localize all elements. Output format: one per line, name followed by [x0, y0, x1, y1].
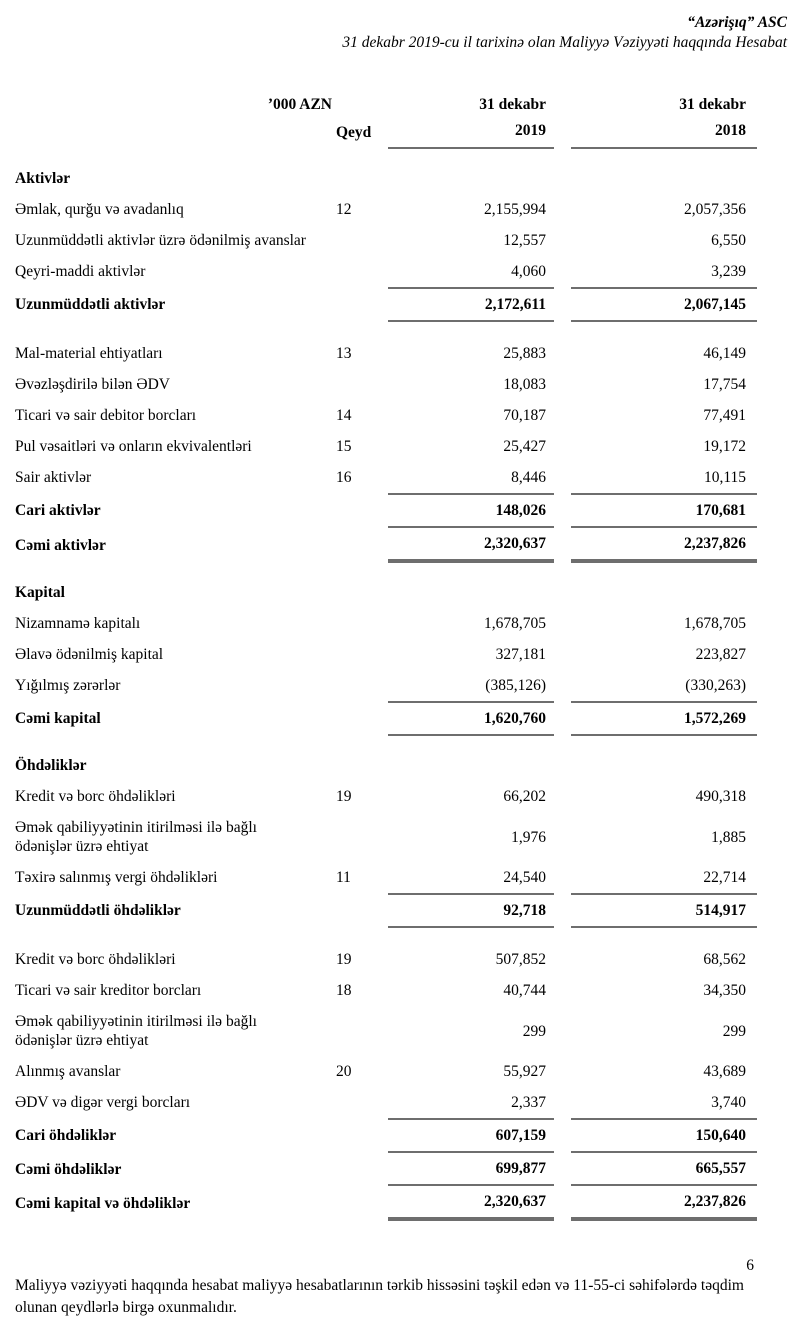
row-value-2018: 68,562 — [703, 951, 746, 968]
column-gap — [554, 225, 571, 256]
row-label-text: Əmək qabiliyyətinin itirilməsi ilə bağlı — [15, 819, 257, 836]
table-row — [15, 194, 757, 225]
table-row — [15, 1186, 757, 1221]
column-gap — [554, 163, 571, 194]
row-note-ref — [332, 1006, 388, 1056]
row-value-2019: 1,620,760 — [388, 701, 554, 736]
column-gap — [554, 670, 571, 701]
row-note-ref — [332, 1087, 388, 1118]
row-note-ref: 12 — [336, 201, 352, 218]
row-value-2019: 70,187 — [503, 407, 546, 424]
row-label — [15, 287, 332, 322]
row-label-text: Cari aktivlər — [15, 502, 101, 519]
column-gap — [554, 781, 571, 812]
column-gap — [554, 1153, 571, 1186]
row-label — [15, 256, 332, 287]
row-value-2018: 2,237,826 — [571, 1186, 757, 1221]
table-row — [15, 338, 757, 369]
row-label — [15, 975, 332, 1006]
column-gap — [554, 893, 571, 928]
row-label — [15, 163, 332, 194]
row-value-2018: 43,689 — [703, 1063, 746, 1080]
row-value-2019: 607,159 — [388, 1118, 554, 1153]
row-note-ref — [332, 577, 388, 608]
row-label-text: ödənişlər üzrə ehtiyat — [15, 838, 149, 855]
column-gap — [554, 431, 571, 462]
row-note-ref — [332, 1118, 388, 1153]
row-label — [15, 528, 332, 563]
row-label-text: Uzunmüddətli öhdəliklər — [15, 902, 181, 919]
row-value-2018: 665,557 — [571, 1153, 757, 1186]
table-row — [15, 862, 757, 893]
table-row — [15, 287, 757, 322]
document-header — [0, 0, 800, 53]
unit-label: ’000 AZN — [267, 96, 332, 113]
table-row — [15, 369, 757, 400]
row-value-2019: 2,320,637 — [388, 528, 554, 563]
row-value-2018 — [571, 750, 757, 781]
row-value-2019: 55,927 — [503, 1063, 546, 1080]
column-gap — [554, 338, 571, 369]
row-label — [15, 1006, 332, 1056]
column-header-2018-date: 31 dekabr — [679, 96, 746, 113]
row-value-2019: 148,026 — [388, 493, 554, 528]
row-label-text: Cəmi kapital və öhdəliklər — [15, 1195, 191, 1212]
row-value-2019: 18,083 — [503, 376, 546, 393]
row-value-2018: 2,057,356 — [684, 201, 746, 218]
row-value-2018 — [571, 163, 757, 194]
column-gap — [554, 369, 571, 400]
row-label — [15, 225, 332, 256]
table-row — [15, 1153, 757, 1186]
row-label-text: Mal-material ehtiyatları — [15, 345, 163, 362]
row-value-2019: 2,337 — [511, 1094, 546, 1111]
row-value-2018: 19,172 — [703, 438, 746, 455]
row-value-2018: 1,885 — [711, 828, 746, 846]
row-note-ref — [332, 670, 388, 701]
table-row — [15, 462, 757, 493]
column-gap — [554, 862, 571, 893]
row-value-2019 — [388, 750, 554, 781]
row-label — [15, 862, 332, 893]
footer-note: Maliyyə vəziyyəti haqqında hesabat maliyyə hesabatlarının tərkib hissəsini təşkil edən və 11-55-ci səhifələrdə təqdim olunan qeydlərlə birgə oxunmalıdır. — [15, 1277, 744, 1316]
row-note-ref — [332, 701, 388, 736]
table-row — [15, 1087, 757, 1118]
row-note-ref: 14 — [336, 407, 352, 424]
row-label-text: ödənişlər üzrə ehtiyat — [15, 1032, 149, 1049]
row-value-2018: 223,827 — [695, 646, 746, 663]
row-label-text: Cəmi aktivlər — [15, 537, 106, 554]
row-value-2018: 17,754 — [703, 376, 746, 393]
row-value-2018: 6,550 — [711, 232, 746, 249]
row-value-2019: 8,446 — [511, 469, 546, 486]
table-row — [15, 781, 757, 812]
row-value-2019: 24,540 — [503, 869, 546, 886]
row-value-2018: 1,572,269 — [571, 701, 757, 736]
row-label-text: Əvəzləşdirilə bilən ƏDV — [15, 376, 170, 393]
column-gap — [554, 1006, 571, 1056]
row-label-text: Əlavə ödənilmiş kapital — [15, 646, 164, 663]
row-note-ref: 11 — [336, 869, 351, 886]
row-value-2019 — [388, 577, 554, 608]
row-label-text: Ticari və sair kreditor borcları — [15, 982, 202, 999]
row-value-2018: 77,491 — [703, 407, 746, 424]
row-label-text: Kredit və borc öhdəlikləri — [15, 788, 176, 805]
table-row — [15, 639, 757, 670]
row-note-ref: 13 — [336, 345, 352, 362]
row-label-text: Öhdəliklər — [15, 757, 87, 774]
column-header-2019-year: 2019 — [515, 122, 546, 139]
column-gap — [554, 975, 571, 1006]
row-label-text: Uzunmüddətli aktivlər üzrə ödənilmiş avanslar — [15, 232, 306, 249]
row-label — [15, 400, 332, 431]
row-value-2018: 170,681 — [571, 493, 757, 528]
row-value-2019: 4,060 — [511, 263, 546, 280]
row-label-text: Təxirə salınmış vergi öhdəlikləri — [15, 869, 218, 886]
row-value-2019: 699,877 — [388, 1153, 554, 1186]
column-header-2019 — [388, 89, 554, 149]
row-note-ref — [332, 608, 388, 639]
row-note-ref: 15 — [336, 438, 352, 455]
row-value-2018: 10,115 — [703, 469, 746, 486]
row-value-2018 — [571, 577, 757, 608]
row-value-2018: 299 — [722, 1022, 746, 1040]
column-gap — [554, 750, 571, 781]
row-note-ref — [332, 163, 388, 194]
row-note-ref — [332, 287, 388, 322]
row-value-2018: 2,067,145 — [571, 287, 757, 322]
table-row — [15, 944, 757, 975]
section-header-row — [15, 577, 757, 608]
row-label-text: Cari öhdəliklər — [15, 1127, 117, 1144]
row-value-2018: 514,917 — [571, 893, 757, 928]
row-note-ref — [332, 1153, 388, 1186]
column-gap — [554, 400, 571, 431]
column-gap — [554, 287, 571, 322]
column-header-2019-date: 31 dekabr — [479, 96, 546, 113]
report-title: 31 dekabr 2019-cu il tarixinə olan Maliyyə Vəziyyəti haqqında Hesabat — [342, 34, 787, 51]
row-label — [15, 1056, 332, 1087]
row-label — [15, 750, 332, 781]
row-note-ref — [332, 225, 388, 256]
row-label — [15, 1153, 332, 1186]
company-name: “Azərişıq” ASC — [687, 14, 787, 31]
table-row — [15, 701, 757, 736]
row-note-ref: 18 — [336, 982, 352, 999]
row-label — [15, 608, 332, 639]
row-label-text: Kapital — [15, 584, 65, 601]
row-label-text: Aktivlər — [15, 170, 71, 187]
table-body — [15, 163, 757, 1221]
table-row — [15, 1006, 757, 1056]
row-value-2019: 25,883 — [503, 345, 546, 362]
table-row — [15, 493, 757, 528]
table-row — [15, 608, 757, 639]
table-row — [15, 256, 757, 287]
row-value-2018: (330,263) — [685, 677, 746, 694]
row-value-2019: 507,852 — [495, 951, 546, 968]
row-label-text: Yığılmış zərərlər — [15, 677, 121, 694]
row-note-ref — [332, 639, 388, 670]
row-note-ref — [332, 750, 388, 781]
row-label — [15, 893, 332, 928]
row-value-2019: 1,678,705 — [484, 615, 546, 632]
row-label — [15, 369, 332, 400]
row-value-2019: 12,557 — [503, 232, 546, 249]
row-note-ref: 19 — [336, 951, 352, 968]
row-label-text: Əmlak, qurğu və avadanlıq — [15, 201, 184, 218]
page-number: 6 — [746, 1257, 754, 1274]
row-label-text: Ticari və sair debitor borcları — [15, 407, 197, 424]
column-gap — [554, 701, 571, 736]
row-value-2019: 25,427 — [503, 438, 546, 455]
row-value-2019 — [388, 163, 554, 194]
table-row — [15, 1118, 757, 1153]
table-row — [15, 528, 757, 563]
column-header-2018-year: 2018 — [715, 122, 746, 139]
row-note-ref — [332, 812, 388, 862]
row-value-2018: 2,237,826 — [571, 528, 757, 563]
table-row — [15, 893, 757, 928]
table-header-row — [15, 89, 757, 149]
table-row — [15, 1056, 757, 1087]
row-note-ref — [332, 893, 388, 928]
row-label — [15, 781, 332, 812]
column-gap — [554, 1087, 571, 1118]
row-label-text: Qeyri-maddi aktivlər — [15, 263, 146, 280]
table-row — [15, 975, 757, 1006]
row-label-text: Əmək qabiliyyətinin itirilməsi ilə bağlı — [15, 1013, 257, 1030]
row-value-2018: 3,740 — [711, 1094, 746, 1111]
row-note-ref: 20 — [336, 1063, 352, 1080]
row-value-2019: 1,976 — [511, 828, 546, 846]
column-gap — [554, 462, 571, 493]
row-label-text: Pul vəsaitləri və onların ekvivalentləri — [15, 438, 252, 455]
row-label — [15, 577, 332, 608]
column-gap — [554, 608, 571, 639]
row-value-2019: 66,202 — [503, 788, 546, 805]
column-gap — [554, 256, 571, 287]
row-note-ref — [332, 493, 388, 528]
row-label — [15, 462, 332, 493]
row-label-text: Nizamnamə kapitalı — [15, 615, 141, 632]
row-label — [15, 701, 332, 736]
table-row — [15, 431, 757, 462]
column-gap — [554, 577, 571, 608]
row-value-2018: 1,678,705 — [684, 615, 746, 632]
row-value-2018: 3,239 — [711, 263, 746, 280]
row-label — [15, 1118, 332, 1153]
row-label — [15, 670, 332, 701]
column-gap — [554, 194, 571, 225]
row-value-2019: 2,172,611 — [388, 287, 554, 322]
row-value-2019: 2,155,994 — [484, 201, 546, 218]
section-header-row — [15, 750, 757, 781]
row-note-ref: 19 — [336, 788, 352, 805]
row-value-2019: 299 — [522, 1022, 546, 1040]
row-value-2019: 327,181 — [495, 646, 546, 663]
column-gap — [554, 1118, 571, 1153]
row-note-ref — [332, 1186, 388, 1221]
row-value-2019: 92,718 — [388, 893, 554, 928]
row-label — [15, 1087, 332, 1118]
row-value-2018: 490,318 — [695, 788, 746, 805]
column-gap — [554, 944, 571, 975]
row-label-text: ƏDV və digər vergi borcları — [15, 1094, 191, 1111]
row-value-2019: 40,744 — [503, 982, 546, 999]
row-value-2019: 2,320,637 — [388, 1186, 554, 1221]
row-note-ref — [332, 256, 388, 287]
column-gap — [554, 89, 571, 149]
row-label-text: Cəmi öhdəliklər — [15, 1161, 122, 1178]
row-label-text: Alınmış avanslar — [15, 1063, 121, 1080]
table-row — [15, 670, 757, 701]
row-label — [15, 639, 332, 670]
column-gap — [554, 1056, 571, 1087]
column-header-2018 — [571, 89, 757, 149]
row-label — [15, 1186, 332, 1221]
table-row — [15, 225, 757, 256]
note-column-header: Qeyd — [336, 124, 372, 141]
row-label-text: Cəmi kapital — [15, 710, 101, 727]
row-label-text: Sair aktivlər — [15, 469, 92, 486]
row-note-ref — [332, 528, 388, 563]
row-label — [15, 944, 332, 975]
row-value-2018: 22,714 — [703, 869, 746, 886]
column-gap — [554, 528, 571, 563]
row-value-2019: (385,126) — [485, 677, 546, 694]
table-row — [15, 400, 757, 431]
row-value-2018: 34,350 — [703, 982, 746, 999]
column-gap — [554, 639, 571, 670]
table-row — [15, 812, 757, 862]
column-gap — [554, 1186, 571, 1221]
row-note-ref — [332, 369, 388, 400]
row-note-ref: 16 — [336, 469, 352, 486]
row-label — [15, 431, 332, 462]
financial-position-table — [0, 89, 800, 1221]
row-label-text: Kredit və borc öhdəlikləri — [15, 951, 176, 968]
row-label-text: Uzunmüddətli aktivlər — [15, 296, 166, 313]
row-value-2018: 46,149 — [703, 345, 746, 362]
row-label — [15, 338, 332, 369]
column-gap — [554, 493, 571, 528]
column-gap — [554, 812, 571, 862]
row-label — [15, 493, 332, 528]
row-label — [15, 812, 332, 862]
row-value-2018: 150,640 — [571, 1118, 757, 1153]
row-label — [15, 194, 332, 225]
section-header-row — [15, 163, 757, 194]
